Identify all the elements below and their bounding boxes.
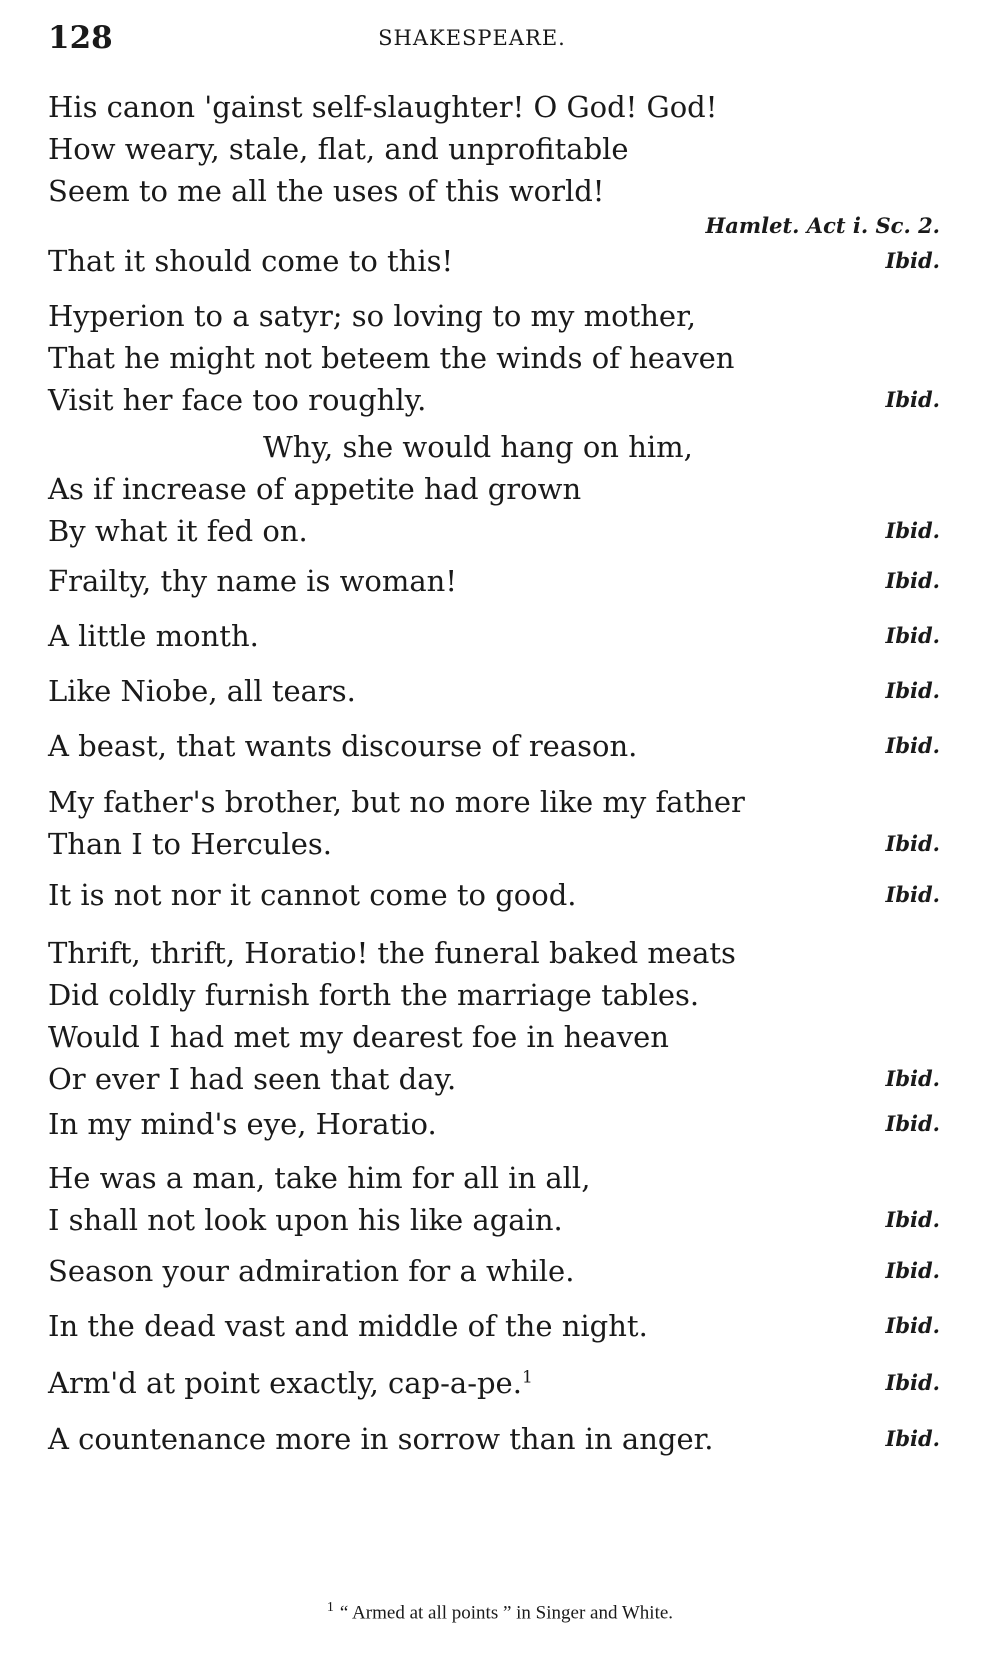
quote-block <box>48 295 940 421</box>
quote-line: His canon 'gainst self-slaughter! O God! God! <box>48 90 718 124</box>
quote-block <box>48 1157 940 1241</box>
quote-source: Ibid. <box>885 518 940 543</box>
quote-block <box>48 1103 940 1145</box>
quote-line: Hyperion to a satyr; so loving to my mother, <box>48 299 696 333</box>
quote-block <box>48 86 940 240</box>
quote-line: Season your admiration for a while. <box>48 1254 575 1288</box>
quote-line: That it should come to this! <box>48 244 454 278</box>
quote-block <box>48 1362 940 1404</box>
quote-block <box>48 1418 940 1460</box>
quote-line: Why, she would hang on him, <box>263 430 693 464</box>
quote-line-text: Arm'd at point exactly, cap-a-pe. <box>48 1366 522 1400</box>
quote-source: Ibid. <box>885 882 940 907</box>
quote-source: Ibid. <box>885 387 940 412</box>
quote-block <box>48 932 940 1100</box>
quote-block <box>48 615 940 657</box>
quote-line: In the dead vast and middle of the night. <box>48 1309 648 1343</box>
quote-line: A little month. <box>48 619 259 653</box>
quote-line: Than I to Hercules. <box>48 827 332 861</box>
quote-source: Ibid. <box>885 623 940 648</box>
footnote <box>0 1600 1000 1624</box>
quote-source: Ibid. <box>885 1066 940 1091</box>
quote-source: Ibid. <box>885 1258 940 1283</box>
footnote-ref[interactable]: 1 <box>521 1367 533 1388</box>
footnote-text: “ Armed at all points ” in Singer and White. <box>339 1602 674 1624</box>
quote-source: Ibid. <box>885 1207 940 1232</box>
quote-block <box>48 1250 940 1292</box>
quote-source: Ibid. <box>885 733 940 758</box>
footnote-number: 1 <box>326 1600 334 1615</box>
quote-line: Seem to me all the uses of this world! <box>48 174 605 208</box>
quote-source: Ibid. <box>885 1313 940 1338</box>
quote-line: Visit her face too roughly. <box>48 383 427 417</box>
quote-line: As if increase of appetite had grown <box>48 472 582 506</box>
quote-block <box>48 781 940 865</box>
quote-line: Or ever I had seen that day. <box>48 1062 457 1096</box>
quote-line: Thrift, thrift, Horatio! the funeral baked meats <box>48 936 736 970</box>
quote-line: A beast, that wants discourse of reason. <box>48 729 638 763</box>
quote-line: Would I had met my dearest foe in heaven <box>48 1020 669 1054</box>
quote-source: Ibid. <box>885 1370 940 1395</box>
quote-line: In my mind's eye, Horatio. <box>48 1107 437 1141</box>
quote-line: A countenance more in sorrow than in anger. <box>48 1422 714 1456</box>
quote-source: Ibid. <box>885 1111 940 1136</box>
quote-line: By what it fed on. <box>48 514 308 548</box>
quote-source: Ibid. <box>885 831 940 856</box>
quote-line: My father's brother, but no more like my father <box>48 785 745 819</box>
quote-line: How weary, stale, flat, and unprofitable <box>48 132 629 166</box>
quote-block <box>48 426 940 552</box>
quote-source: Ibid. <box>885 248 940 273</box>
quote-block <box>48 560 940 602</box>
quote-line: Like Niobe, all tears. <box>48 674 356 708</box>
quote-block <box>48 874 940 916</box>
quote-block <box>48 670 940 712</box>
quote-block <box>48 1305 940 1347</box>
quote-line: Frailty, thy name is woman! <box>48 564 458 598</box>
quote-source: Ibid. <box>885 568 940 593</box>
running-head: SHAKESPEARE. <box>378 26 566 50</box>
quote-line: He was a man, take him for all in all, <box>48 1161 591 1195</box>
quote-line: It is not nor it cannot come to good. <box>48 878 577 912</box>
quote-line: I shall not look upon his like again. <box>48 1203 563 1237</box>
quote-line: That he might not beteem the winds of heaven <box>48 341 735 375</box>
quote-source: Ibid. <box>885 1426 940 1451</box>
quote-source: Hamlet. Act i. Sc. 2. <box>705 213 940 238</box>
quote-block <box>48 725 940 767</box>
quote-block <box>48 240 940 282</box>
quote-line <box>48 1362 940 1404</box>
quote-line: Did coldly furnish forth the marriage tables. <box>48 978 700 1012</box>
quote-source: Ibid. <box>885 678 940 703</box>
page-number: 128 <box>48 20 113 56</box>
